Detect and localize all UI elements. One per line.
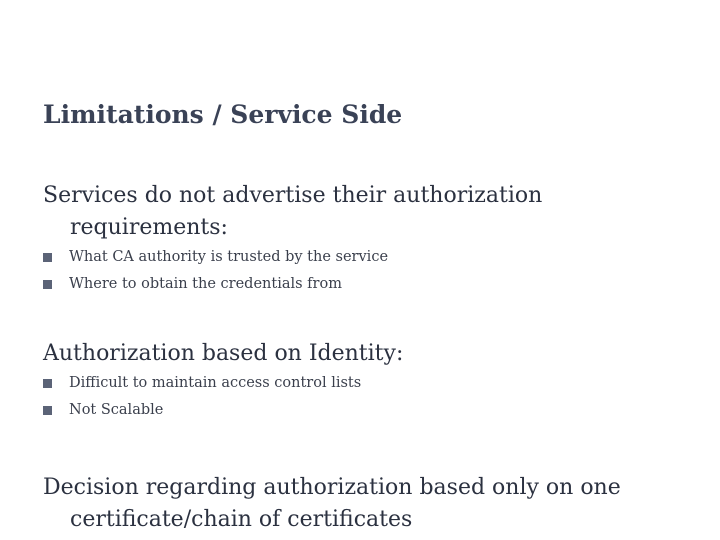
- list-item-text: Not Scalable: [69, 402, 164, 418]
- section-heading: Authorization based on Identity:: [43, 341, 404, 366]
- section-authorization-decision: [43, 472, 683, 536]
- bullet-list: [43, 244, 683, 298]
- square-bullet-icon: [43, 280, 52, 289]
- list-item: [43, 244, 683, 271]
- square-bullet-icon: [43, 253, 52, 262]
- section-service-requirements: [43, 180, 683, 298]
- section-identity-authorization: [43, 338, 683, 424]
- square-bullet-icon: [43, 379, 52, 388]
- section-heading: Services do not advertise their authorization requirements:: [43, 183, 543, 240]
- bullet-list: [43, 370, 683, 424]
- list-item: [43, 271, 683, 298]
- section-heading: Decision regarding authorization based only on one certificate/chain of certificates: [43, 475, 621, 532]
- list-item-text: Difficult to maintain access control lists: [69, 375, 362, 391]
- square-bullet-icon: [43, 406, 52, 415]
- list-item: [43, 370, 683, 397]
- list-item-text: Where to obtain the credentials from: [69, 276, 342, 292]
- slide-title: Limitations / Service Side: [43, 100, 403, 129]
- list-item: [43, 397, 683, 424]
- list-item-text: What CA authority is trusted by the service: [69, 249, 389, 265]
